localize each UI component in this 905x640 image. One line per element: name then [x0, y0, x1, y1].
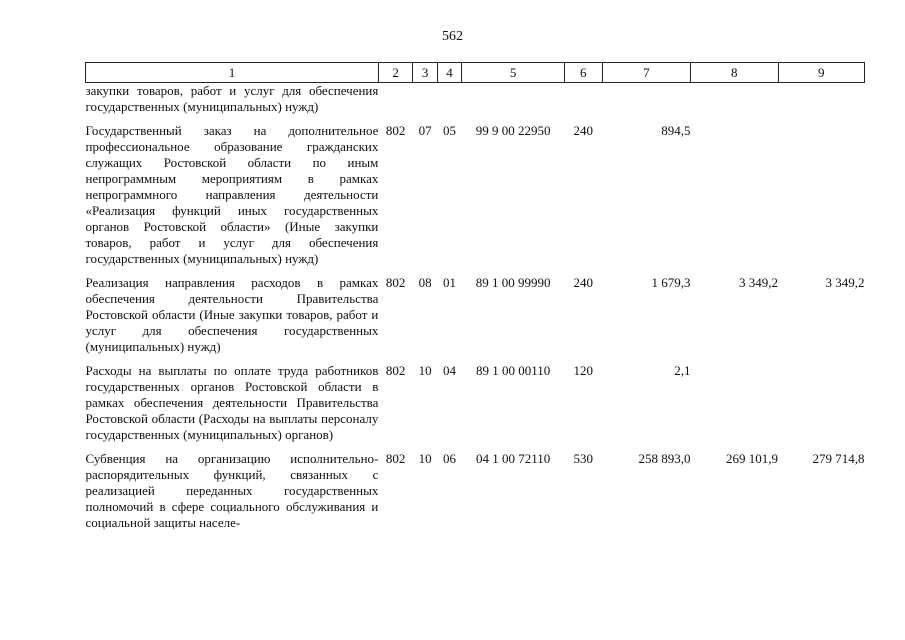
- row-description: Субвенция на организацию исполнительно-распорядительных функций, связанных с реализацией переданных государственных полномочий в сфере социального обслуживания и социальной защиты населе-: [85, 451, 379, 530]
- row-section: 10: [418, 363, 432, 378]
- row-target-article: 89 1 00 00110: [475, 363, 551, 378]
- row-description: Государственный заказ на дополнительное профессиональное образование гражданских служащих Ростовской области по иным непрограммным мероприятиям в рамках непрограммного направления деятельности «Реализация функций иных государственных органов Ростовской области» (Иные закупки товаров, работ и услуг для обеспечения государственных (муниципальных) нужд): [85, 123, 379, 266]
- budget-table: [85, 62, 865, 531]
- row-amount-2: [691, 83, 778, 116]
- header-cell: 1: [86, 63, 379, 83]
- row-grbs: 802: [385, 363, 406, 378]
- row-subsection: 06: [443, 451, 457, 466]
- header-cell: 3: [413, 63, 437, 83]
- row-expense-type: 240: [573, 123, 594, 138]
- row-subsection: 01: [443, 275, 457, 290]
- row-amount-3: [778, 115, 865, 267]
- row-amount-3: [778, 355, 865, 443]
- header-cell: 9: [778, 63, 865, 83]
- row-amount-2: [691, 355, 778, 443]
- header-cell: 5: [462, 63, 565, 83]
- table-row: [86, 443, 865, 531]
- row-amount-2: 269 101,9: [726, 451, 778, 466]
- header-cell: 7: [602, 63, 690, 83]
- row-subsection: [437, 83, 461, 116]
- row-amount-3: 3 349,2: [825, 275, 865, 290]
- row-amount-1: 258 893,0: [638, 451, 691, 466]
- page-number: 562: [442, 29, 463, 44]
- row-amount-1: 894,5: [661, 123, 691, 138]
- row-description: Реализация направления расходов в рамках обеспечения деятельности Правительства Ростовской области (Иные закупки товаров, работ и услуг для обеспечения государственных (муниципальных) нужд): [85, 275, 379, 354]
- row-expense-type: 120: [573, 363, 594, 378]
- row-expense-type: [564, 83, 602, 116]
- row-subsection: 05: [443, 123, 457, 138]
- row-section: 07: [418, 123, 432, 138]
- row-target-article: [462, 83, 565, 116]
- row-amount-2: 3 349,2: [739, 275, 778, 290]
- row-target-article: 99 9 00 22950: [475, 123, 551, 138]
- row-target-article: 89 1 00 99990: [475, 275, 551, 290]
- table-header-row: [86, 63, 865, 83]
- row-target-article: 04 1 00 72110: [475, 451, 551, 466]
- row-grbs: [378, 83, 413, 116]
- row-amount-1: 1 679,3: [651, 275, 691, 290]
- row-subsection: 04: [443, 363, 457, 378]
- row-grbs: 802: [385, 123, 406, 138]
- table-row: [86, 355, 865, 443]
- header-cell: 4: [437, 63, 461, 83]
- row-grbs: 802: [385, 275, 406, 290]
- table-row: [86, 267, 865, 355]
- row-amount-2: [691, 115, 778, 267]
- row-amount-1: [602, 83, 690, 116]
- row-expense-type: 240: [573, 275, 594, 290]
- row-section: [413, 83, 437, 116]
- header-cell: 8: [691, 63, 778, 83]
- row-description: закупки товаров, работ и услуг для обеспечения государственных (муниципальных) нужд): [85, 83, 379, 114]
- row-grbs: 802: [385, 451, 406, 466]
- row-section: 08: [418, 275, 432, 290]
- row-amount-1: 2,1: [674, 363, 691, 378]
- row-amount-3: [778, 83, 865, 116]
- row-description: Расходы на выплаты по оплате труда работников государственных органов Ростовской области в рамках обеспечения деятельности Правительства Ростовской области (Расходы на выплаты персоналу государственных (муниципальных) органов): [85, 363, 379, 442]
- header-cell: 2: [378, 63, 413, 83]
- row-expense-type: 530: [573, 451, 594, 466]
- table-row: [86, 115, 865, 267]
- header-cell: 6: [564, 63, 602, 83]
- row-section: 10: [418, 451, 432, 466]
- row-amount-3: 279 714,8: [812, 451, 865, 466]
- table-row: [86, 83, 865, 116]
